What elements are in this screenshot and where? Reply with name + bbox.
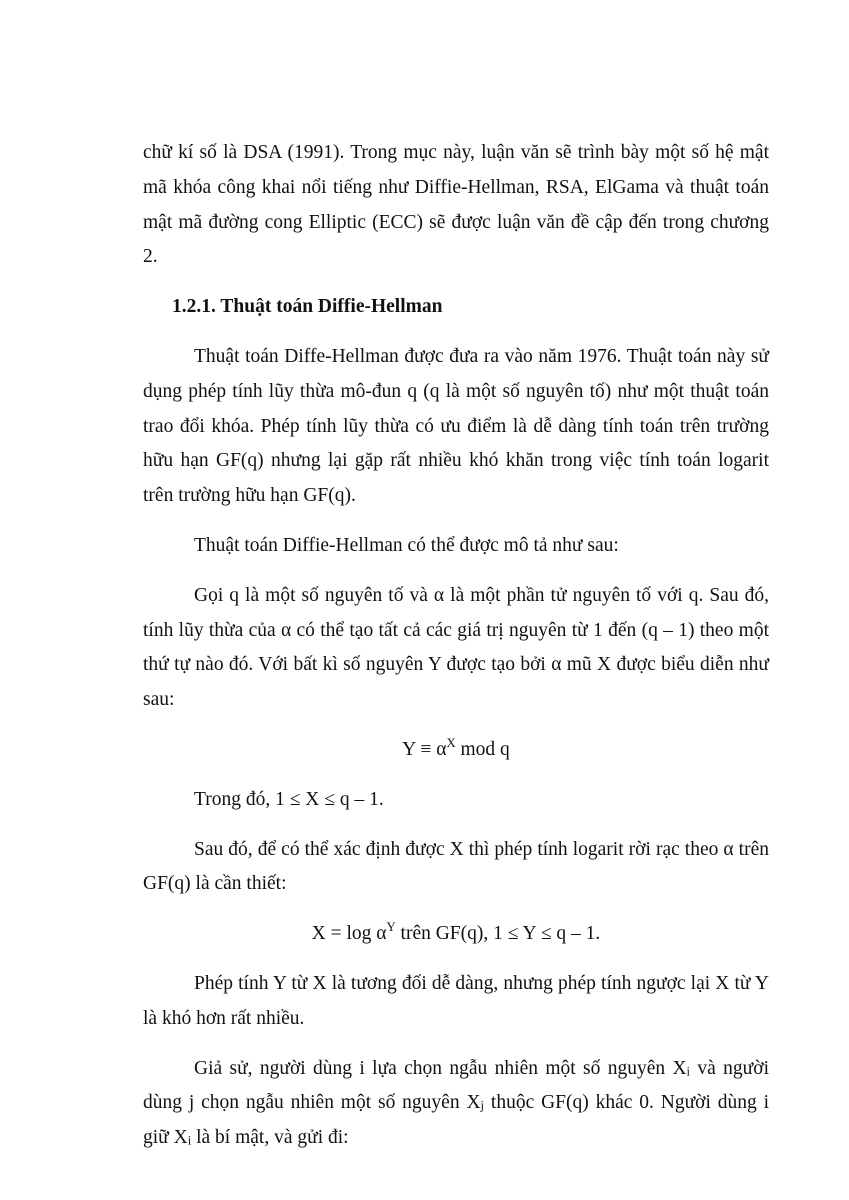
section-heading: 1.2.1. Thuật toán Diffie-Hellman bbox=[172, 296, 443, 318]
formula-2-prefix: X = log α bbox=[311, 923, 387, 945]
formula-1 bbox=[143, 733, 769, 768]
formula-1-prefix: Y ≡ α bbox=[402, 738, 447, 760]
formula-2-exponent: Y bbox=[386, 920, 396, 935]
formula-2 bbox=[143, 917, 769, 952]
formula-1-suffix: mod q bbox=[455, 738, 510, 760]
subscript-j: j bbox=[480, 1098, 485, 1113]
paragraph-7-part-2: và người dùng j chọn ngẫu nhiên một số nguyên X bbox=[143, 1057, 769, 1114]
paragraph-1: Thuật toán Diffe-Hellman được đưa ra vào năm 1976. Thuật toán này sử dụng phép tính lũy thừa mô-đun q (q là một số nguyên tố) như một thuật toán trao đổi khóa. Phép tính lũy thừa có ưu điểm là dễ dàng tính toán trên trường hữu hạn GF(q) nhưng lại gặp rất nhiều khó khăn trong việc tính toán logarit trên trường hữu hạn GF(q). bbox=[143, 345, 769, 507]
paragraph-7-part-1: Giả sử, người dùng i lựa chọn ngẫu nhiên một số nguyên X bbox=[194, 1057, 687, 1079]
paragraph-4: Trong đó, 1 ≤ X ≤ q – 1. bbox=[194, 788, 384, 810]
paragraph-7-part-4: là bí mật, và gửi đi: bbox=[191, 1127, 349, 1149]
paragraph-2: Thuật toán Diffie-Hellman có thể được mô tả như sau: bbox=[194, 534, 619, 556]
intro-paragraph: chữ kí số là DSA (1991). Trong mục này, luận văn sẽ trình bày một số hệ mật mã khóa công khai nổi tiếng như Diffie-Hellman, RSA, ElGama và thuật toán mật mã đường cong Elliptic (ECC) sẽ được luận văn đề cập đến trong chương 2. bbox=[143, 142, 769, 268]
paragraph-7-part-3: thuộc GF(q) khác 0. Người dùng i giữ X bbox=[143, 1092, 769, 1149]
formula-2-suffix: trên GF(q), 1 ≤ Y ≤ q – 1. bbox=[395, 923, 601, 945]
subscript-i-1: i bbox=[686, 1063, 691, 1078]
paragraph-3: Gọi q là một số nguyên tố và α là một phần tử nguyên tố với q. Sau đó, tính lũy thừa của α có thể tạo tất cả các giá trị nguyên từ 1 đến (q – 1) theo một thứ tự nào đó. Với bất kì số nguyên Y được tạo bởi α mũ X được biểu diễn như sau: bbox=[143, 584, 769, 711]
body-text bbox=[143, 136, 769, 1171]
paragraph-6: Phép tính Y từ X là tương đối dễ dàng, nhưng phép tính ngược lại X từ Y là khó hơn rất nhiều. bbox=[143, 972, 769, 1029]
formula-1-exponent: X bbox=[446, 736, 456, 751]
paragraph-7 bbox=[143, 1052, 769, 1156]
subscript-i-2: i bbox=[187, 1133, 192, 1148]
paragraph-5: Sau đó, để có thể xác định được X thì phép tính logarit rời rạc theo α trên GF(q) là cần thiết: bbox=[143, 838, 769, 895]
